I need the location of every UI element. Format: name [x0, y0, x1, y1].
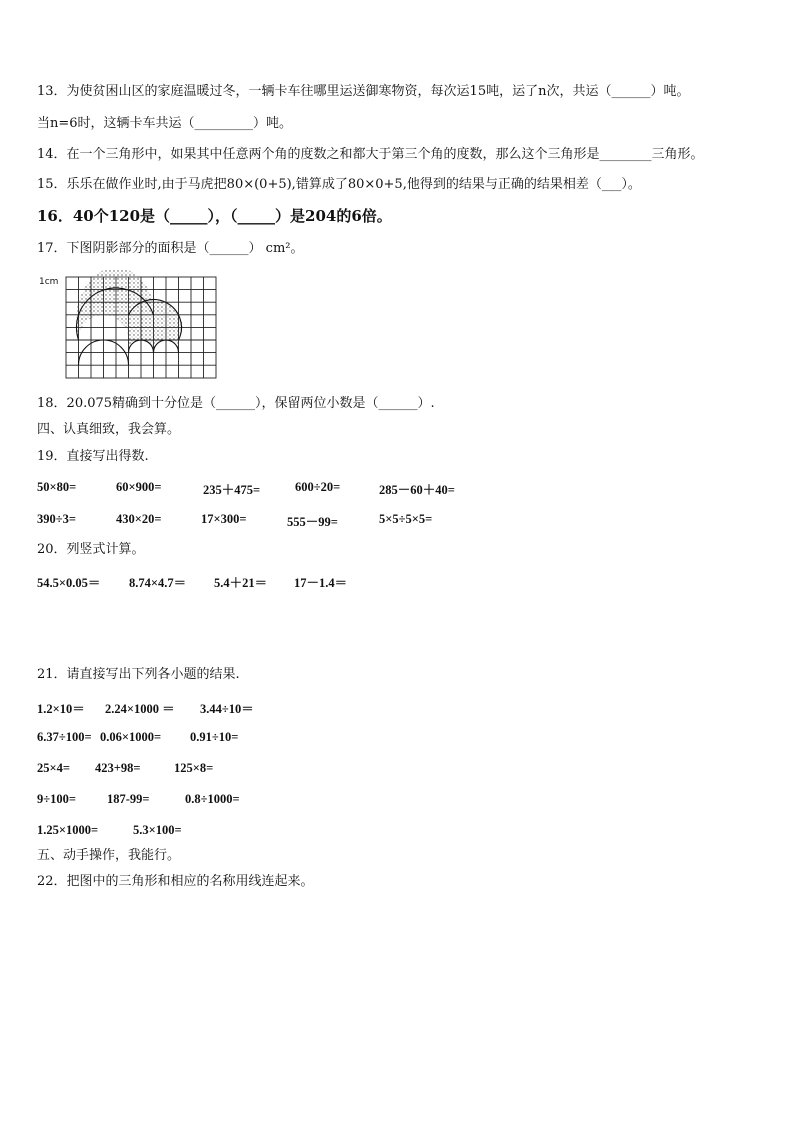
- question-13-line-2: 当n=6时，这辆卡车共运（_________）吨。: [37, 116, 293, 131]
- section-4-heading: 四、认真细致，我会算。: [37, 422, 181, 437]
- calc-item: 5×5÷5×5=: [379, 512, 433, 526]
- calc-item: 430×20=: [116, 512, 162, 526]
- calc-item: 187-99=: [107, 792, 150, 806]
- question-19-title: 19．直接写出得数.: [37, 449, 149, 464]
- calc-item: 25×4=: [37, 761, 70, 775]
- calc-item: 0.06×1000=: [100, 730, 162, 744]
- calc-item: 17×300=: [201, 512, 247, 526]
- calc-item: 125×8=: [174, 761, 214, 775]
- calc-item: 600÷20=: [295, 480, 341, 494]
- calc-item: 423+98=: [95, 761, 141, 775]
- calc-item: 50×80=: [37, 480, 77, 494]
- question-18: 18．20.075精确到十分位是（______），保留两位小数是（______）.: [37, 396, 435, 411]
- question-20-title: 20．列竖式计算。: [37, 542, 145, 557]
- question-16: 16．40个120是（_____），（_____）是204的6倍。: [37, 207, 392, 225]
- calc-item: 6.37÷100=: [37, 730, 92, 744]
- question-17: 17．下图阴影部分的面积是（______） cm²。: [37, 241, 304, 256]
- shaded-area-grid-figure: [37, 270, 227, 382]
- calc-item: 235＋475=: [203, 483, 261, 497]
- question-15: 15．乐乐在做作业时,由于马虎把80×(0+5),错算成了80×0+5,他得到的结果与正确的结果相差（___）。: [37, 177, 641, 192]
- calc-item: 1.2×10＝: [37, 702, 85, 716]
- calc-item: 390÷3=: [37, 512, 76, 526]
- calc-item: 5.4＋21＝: [214, 576, 268, 590]
- question-13-line-1: 13．为使贫困山区的家庭温暖过冬，一辆卡车往哪里运送御寒物资，每次运15吨，运了n次，共运（______）吨。: [37, 84, 690, 99]
- calc-item: 17－1.4＝: [294, 576, 348, 590]
- calc-item: 3.44÷10＝: [200, 702, 254, 716]
- calc-item: 5.3×100=: [133, 823, 182, 837]
- calc-item: 60×900=: [116, 480, 162, 494]
- calc-item: 54.5×0.05＝: [37, 576, 101, 590]
- question-21-title: 21．请直接写出下列各小题的结果.: [37, 667, 240, 682]
- calc-item: 0.91÷10=: [190, 730, 239, 744]
- section-5-heading: 五、动手操作，我能行。: [37, 848, 181, 863]
- question-14: 14．在一个三角形中，如果其中任意两个角的度数之和都大于第三个角的度数，那么这个三角形是________三角形。: [37, 147, 704, 162]
- calc-item: 9÷100=: [37, 792, 76, 806]
- calc-item: 285－60＋40=: [379, 483, 455, 497]
- calc-item: 0.8÷1000=: [185, 792, 240, 806]
- calc-item: 1.25×1000=: [37, 823, 99, 837]
- calc-item: 8.74×4.7＝: [129, 576, 187, 590]
- grid-scale-label: 1cm: [39, 277, 59, 287]
- calc-item: 2.24×1000 ＝: [105, 702, 175, 716]
- calc-item: 555－99=: [287, 515, 338, 529]
- question-22: 22．把图中的三角形和相应的名称用线连起来。: [37, 874, 314, 889]
